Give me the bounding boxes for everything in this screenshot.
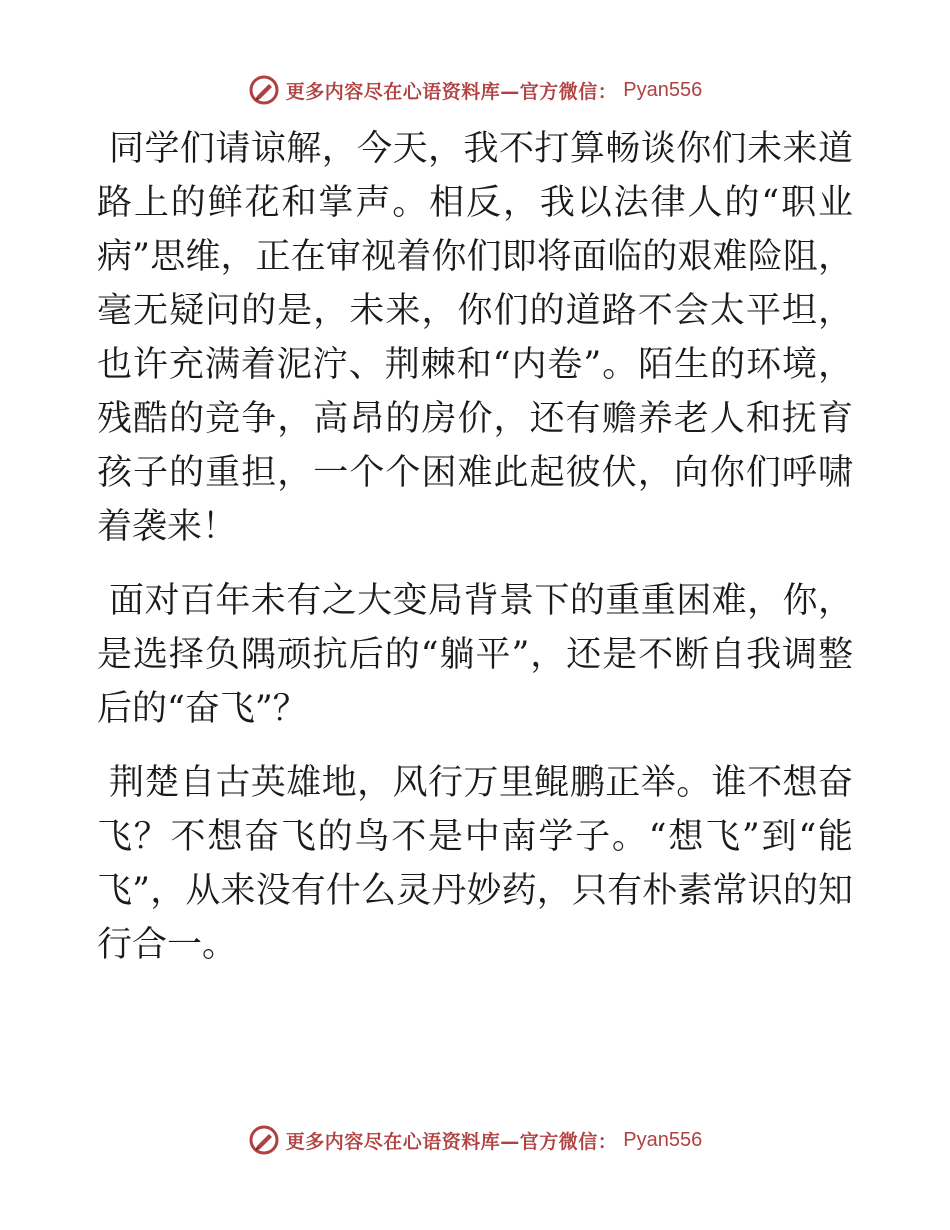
footer-banner: [0, 1120, 950, 1160]
paragraph-1: 同学们请谅解，今天，我不打算畅谈你们未来道路上的鲜花和掌声。相反，我以法律人的“职业病”思维，正在审视着你们即将面临的艰难险阻，毫无疑问的是，未来，你们的道路不会太平坦，也许充满着泥泞、荆棘和“内卷”。陌生的环境，残酷的竞争，高昂的房价，还有赡养老人和抚育孩子的重担，一个个困难此起彼伏，向你们呼啸着袭来！: [97, 129, 853, 547]
header-wechat-id: Pyan556: [623, 78, 703, 101]
pen-logo-icon: [248, 1124, 280, 1156]
footer-wechat-id: Pyan556: [623, 1128, 703, 1151]
paragraph-2: 面对百年未有之大变局背景下的重重困难，你，是选择负隅顽抗后的“躺平”，还是不断自我调整后的“奋飞”？: [97, 581, 853, 729]
pen-logo-icon: [248, 74, 280, 106]
footer-banner-text: 更多内容尽在心语资料库—官方微信：: [285, 1130, 618, 1153]
header-banner-text: 更多内容尽在心语资料库—官方微信：: [285, 80, 618, 103]
paragraph-3: 荆楚自古英雄地，风行万里鲲鹏正举。谁不想奋飞？不想奋飞的鸟不是中南学子。“想飞”到“能飞”，从来没有什么灵丹妙药，只有朴素常识的知行合一。: [97, 763, 853, 965]
header-banner: [0, 70, 950, 110]
document-body: [97, 122, 853, 992]
